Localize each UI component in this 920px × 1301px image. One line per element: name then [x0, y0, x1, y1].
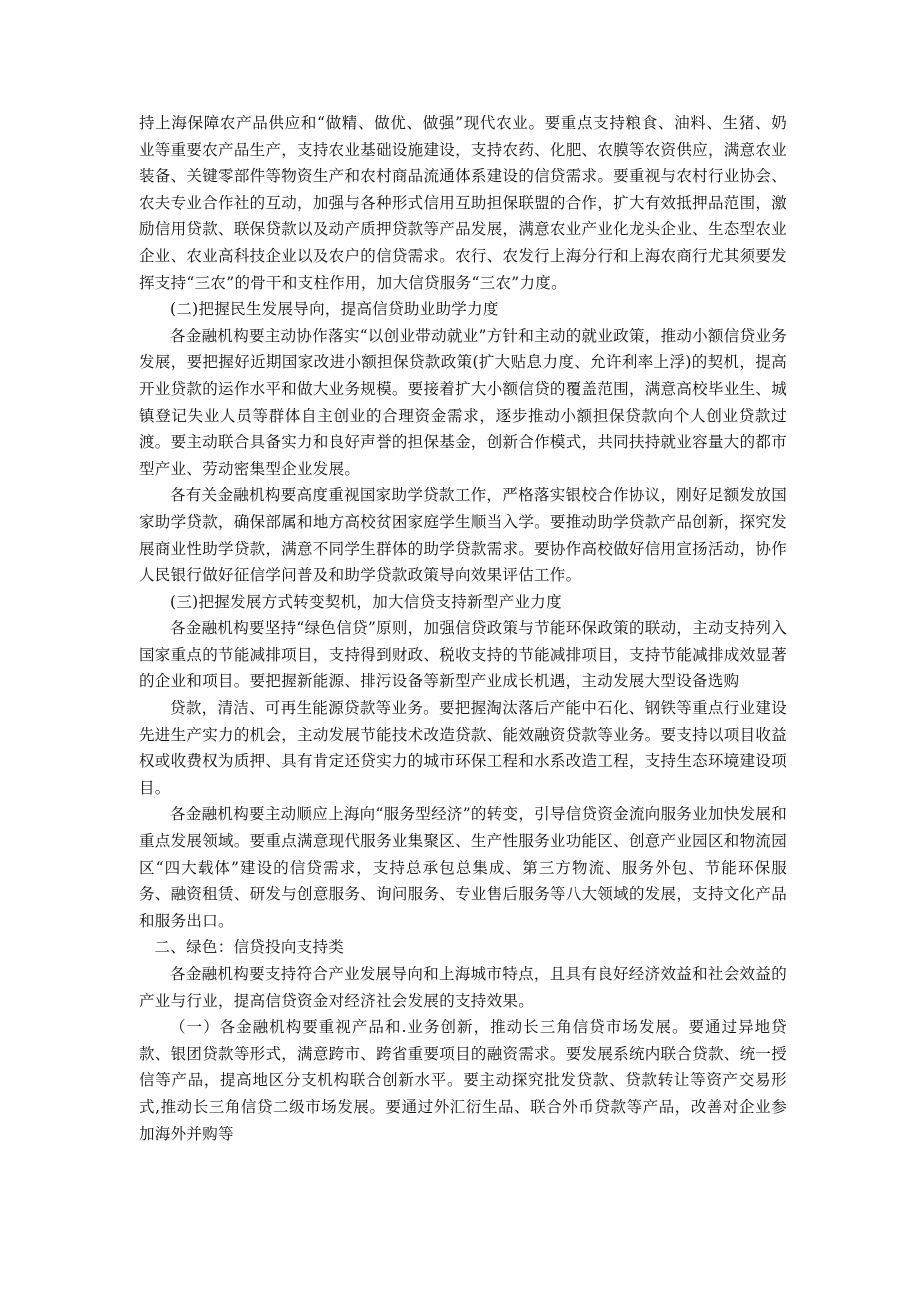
paragraph-agriculture-support: 持上海保障农产品供应和“做精、做优、做强”现代农业。要重点支持粮食、油料、生猪、奶业等重要农产品生产，支持农业基础设施建设，支持农药、化肥、农膜等农资供应，满意农业装备、关键零部件等物资生产和农村商品流通体系建设的信贷需求。要重视与农村行业协会、农夫专业合作社的互动，加强与各种形式信用互助担保联盟的合作，扩大有效抵押品范围，激励信用贷款、联保贷款以及动产质押贷款等产品发展，满意农业产业化龙头企业、生态型农业企业、农业高科技企业以及农户的信贷需求。农行、农发行上海分行和上海农商行尤其须要发挥支持“三农”的骨干和支柱作用，加大信贷服务“三农”力度。	[139, 114, 787, 292]
section-heading-new-industry: (三)把握发展方式转变契机，加大信贷支持新型产业力度	[170, 592, 562, 611]
paragraph-support-industries: 各金融机构要支持符合产业发展导向和上海城市特点，且具有良好经济效益和社会效益的产业与行业，提高信贷资金对经济社会发展的支持效果。	[139, 965, 787, 1010]
paragraph-service-economy: 各金融机构要主动顺应上海向“服务型经济”的转变，引导信贷资金流向服务业加快发展和重点发展领域。要重点满意现代服务业集聚区、生产性服务业功能区、创意产业园区和物流园区“四大载体”建设的信贷需求，支持总承包总集成、第三方物流、服务外包、节能环保服务、融资租赁、研发与创意服务、询问服务、专业售后服务等八大领域的发展，支持文化产品和服务出口。	[139, 805, 787, 930]
paragraph-yangtze-delta: （一）各金融机构要重视产品和.业务创新，推动长三角信贷市场发展。要通过异地贷款、银团贷款等形式，满意跨市、跨省重要项目的融资需求。要发展系统内联合贷款、统一授信等产品，提高地区分支机构联合创新水平。要主动探究批发贷款、贷款转让等资产交易形式,推动长三角信贷二级市场发展。要通过外汇衍生品、联合外币贷款等产品，改善对企业参加海外并购等	[139, 1018, 787, 1143]
paragraph-student-loans: 各有关金融机构要高度重视国家助学贷款工作，严格落实银校合作协议，刚好足额发放国家助学贷款，确保部属和地方高校贫困家庭学生顺当入学。要推动助学贷款产品创新，探究发展商业性助学贷款，满意不同学生群体的助学贷款需求。要协作高校做好信用宣扬活动，协作人民银行做好征信学问普及和助学贷款政策导向效果评估工作。	[139, 486, 787, 585]
document-body	[139, 110, 787, 1147]
section-heading-livelihood: (二)把握民生发展导向，提高信贷助业助学力度	[170, 300, 499, 319]
paragraph-clean-energy-loans: 贷款，清洁、可再生能源贷款等业务。要把握淘汰落后产能中石化、钢铁等重点行业建设先进生产实力的机会，主动发展节能技术改造贷款、能效融资贷款等业务。要支持以项目收益权或收费权为质押、具有肯定还贷实力的城市环保工程和水系改造工程，支持生态环境建设项目。	[139, 699, 787, 797]
paragraph-small-loans: 各金融机构要主动协作落实“以创业带动就业”方针和主动的就业政策，推动小额信贷业务发展，要把握好近期国家改进小额担保贷款政策(扩大贴息力度、允许利率上浮)的契机，提高开业贷款的运作水平和做大业务规模。要接着扩大小额信贷的覆盖范围，满意高校毕业生、城镇登记失业人员等群体自主创业的合理资金需求，逐步推动小额担保贷款向个人创业贷款过渡。要主动联合具备实力和良好声誉的担保基金，创新合作模式，共同扶持就业容量大的都市型产业、劳动密集型企业发展。	[139, 326, 787, 478]
paragraph-green-credit: 各金融机构要坚持“绿色信贷”原则，加强信贷政策与节能环保政策的联动，主动支持列入国家重点的节能减排项目，支持得到财政、税收支持的节能减排项目，支持节能减排成效显著的企业和项目。要把握新能源、排污设备等新型产业成长机遇，主动发展大型设备选购	[139, 619, 787, 691]
section-heading-green-support: 二、绿色：信贷投向支持类	[154, 938, 345, 957]
